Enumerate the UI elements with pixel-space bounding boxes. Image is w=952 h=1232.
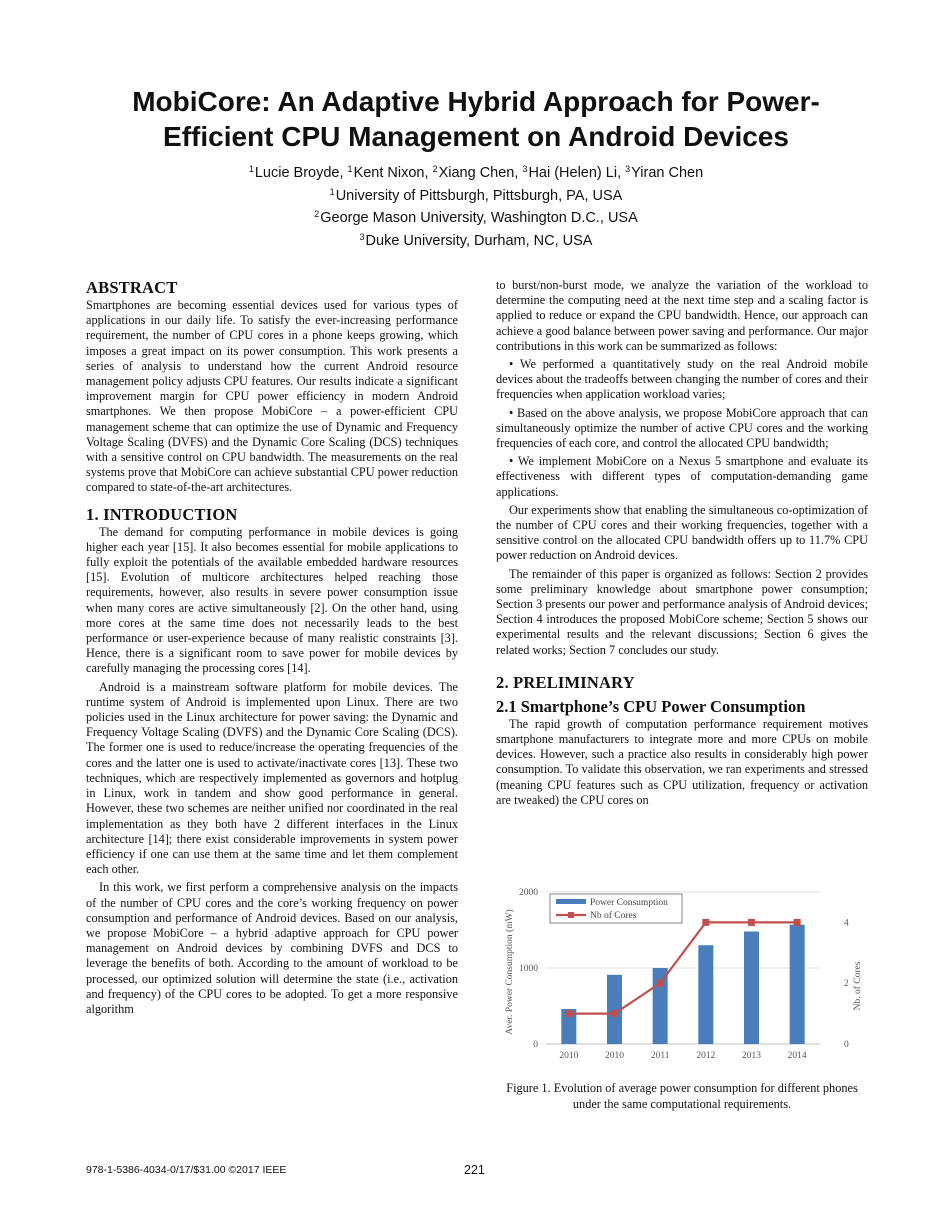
- left-column: [86, 278, 458, 1020]
- right-paragraph-4: Our experiments show that enabling the simultaneous co-optimization of the number of CPU cores and their working frequencies, together with a sensitive control on the allocated CPU bandwidth offers up to 11.7% CPU power reduction on Android devices.: [496, 502, 868, 563]
- preliminary-heading: 2. PRELIMINARY: [496, 672, 635, 692]
- legend-bar-swatch: [556, 899, 586, 904]
- point-cores: [702, 919, 709, 926]
- intro-paragraph-2: Android is a mainstream software platform for mobile devices. The runtime system of Android is implemented upon Linux. There are two policies used in the Linux architecture for power saving: the Dynamic and Frequency Voltage Scaling (DVFS) and the Dynamic Core Scaling (DCS). The former one is used to reduce/increase the operating frequencies of the cores and the latter one is used to activate/inactivate cores [13]. These two techniques, which are respectively implemented as governors and hotplug in Linux, work in tandem and show good performance in general. However, these two schemes are neither unified nor coordinated in the real implementation as they both have 2 different interfaces in the Linux architecture [14]; there exist considerable improvements in system power efficiency if one can use them at the same time and let them complement each other.: [86, 679, 458, 877]
- subsection-heading: 2.1 Smartphone’s CPU Power Consumption: [496, 696, 806, 716]
- y2-tick-label: 2: [844, 979, 849, 990]
- abstract-heading: ABSTRACT: [86, 278, 178, 297]
- y2-tick-label: 4: [844, 918, 849, 929]
- y-tick-label: 1000: [519, 964, 538, 974]
- bar-power: [653, 968, 668, 1044]
- contribution-bullet-2: • Based on the above analysis, we propose MobiCore approach that can simultaneously optimize the number of active CPU cores and the working frequencies of each core, and control the allocated CPU bandwidth;: [496, 405, 868, 451]
- author-name: Xiang Chen,: [438, 165, 519, 181]
- affiliation: [60, 203, 892, 226]
- point-cores: [657, 980, 664, 987]
- affiliation-sup: 1: [329, 186, 335, 197]
- figure-1-chart: [500, 884, 868, 1062]
- figure-caption: Figure 1. Evolution of average power consumption for different phones under the same computational requirements.: [506, 1081, 858, 1111]
- affiliation-text: George Mason University, Washington D.C., USA: [320, 210, 638, 227]
- paper-title: [60, 84, 892, 154]
- title-line-2: Efficient CPU Management on Android Devices: [163, 121, 789, 152]
- x-tick-label: 2014: [787, 1051, 807, 1061]
- intro-paragraph-3: In this work, we first perform a comprehensive analysis on the impacts of the number of CPU cores and the core’s working frequency on power consumption and performance of Android devices. Based on our analysis, we propose MobiCore – a hybrid adaptive approach for CPU power management on Android devices by combining DVFS and DCS to leverage the benefits of both. According to the amount of workload to be processed, our optimized solution will determine the state (i.e., activation and frequency) of the CPU cores to be adopted. To get a more responsive algorithm: [86, 880, 458, 1016]
- author-sup: 3: [522, 164, 528, 174]
- page-number: 221: [464, 1163, 485, 1177]
- point-cores: [794, 919, 801, 926]
- right-column: [496, 278, 868, 811]
- x-tick-label: 2010: [605, 1051, 624, 1061]
- affiliation: [60, 226, 892, 249]
- legend-marker: [568, 912, 574, 918]
- chart-legend: [550, 894, 682, 923]
- author-name: Yiran Chen: [631, 165, 704, 181]
- right-paragraph-5: The remainder of this paper is organized as follows: Section 2 provides some preliminary knowledge about smartphone power consumption; Section 3 presents our power and performance analysis of Android devices; Section 4 introduces the proposed MobiCore scheme; Section 5 shows our experimental results and the relevant discussions; Section 6 gives the related works; Section 7 concludes our study.: [496, 566, 868, 657]
- x-tick-label: 2010: [559, 1051, 579, 1061]
- author-sup: 2: [432, 164, 438, 174]
- y-axis-label: Aver. Power Consumption (mW): [505, 909, 515, 1035]
- author-name: Lucie Broyde,: [254, 165, 344, 181]
- chart-bars: [561, 925, 804, 1044]
- author-sup: 1: [347, 164, 353, 174]
- bar-power: [744, 932, 759, 1044]
- author-name: Kent Nixon,: [353, 165, 429, 181]
- affiliation-sup: 2: [314, 209, 320, 220]
- bar-power: [790, 925, 805, 1044]
- point-cores: [611, 1010, 618, 1017]
- author-sup: 3: [625, 164, 631, 174]
- chart-svg: [500, 884, 868, 1062]
- y2-axis-label: Nb. of Cores: [853, 961, 863, 1011]
- point-cores: [748, 919, 755, 926]
- footer-copyright: 978-1-5386-4034-0/17/$31.00 ©2017 IEEE: [86, 1164, 287, 1176]
- y2-tick-label: 0: [844, 1040, 849, 1050]
- contribution-bullet-1: • We performed a quantitatively study on the real Android mobile devices about the tradeoffs between changing the number of cores and their frequencies when application workload varies;: [496, 357, 868, 402]
- x-tick-label: 2011: [650, 1051, 670, 1061]
- contribution-bullet-3: • We implement MobiCore on a Nexus 5 smartphone and evaluate its effectiveness with different types of computation-demanding game applications.: [496, 454, 868, 499]
- intro-paragraph-1: The demand for computing performance in mobile devices is going higher each year [15]. It also becomes essential for mobile applications to fully exploit the potentials of the available embedded hardware resources [15]. Evolution of multicore architectures helped reaching those requirements, however, also results in severe power consumption issue when many cores are active simultaneously [2]. On the other hand, using more cores at the same time does not necessarily leads to the best performance or user-experience because of many realistic constraints [3]. Hence, there is a significant room to save power for mobile devices by carefully managing the processing cores [14].: [86, 524, 458, 676]
- right-paragraph-6: The rapid growth of computation performance requirement motives smartphone manufacturers to integrate more and more CPUs on mobile devices. However, such a practice also results in considerably high power consumption. To validate this observation, we ran experiments and stressed (meaning CPU features such as CPU utilization, frequency or activation are tweaked) the CPU cores on: [496, 716, 868, 807]
- author-sup: 1: [248, 164, 254, 174]
- point-cores: [565, 1010, 572, 1017]
- author-name: Hai (Helen) Li,: [528, 165, 622, 181]
- y-tick-label: 0: [533, 1040, 538, 1050]
- abstract-text: Smartphones are becoming essential devices used for various types of applications in our daily life. To satisfy the ever-increasing performance requirement, the number of CPU cores in a phone keeps growing, which imposes a great impact on its power consumption. This work presents a series of analysis to understand how the current Android resource management policy adjusts CPU features. Our results indicate a significant improvement margin for CPU power efficiency in modern Android smartphones. We then propose MobiCore – a power-efficient CPU management scheme that can optimize the use of Dynamic and Frequency Voltage Scaling (DVFS) and the Dynamic Core Scaling (DCS) techniques with a sensitive control on CPU bandwidth. The measurements on the real systems prove that MobiCore can achieve substantial CPU power reduction compared to state-of-the-art architectures.: [86, 298, 458, 495]
- x-tick-label: 2012: [696, 1051, 716, 1061]
- intro-heading: 1. INTRODUCTION: [86, 504, 238, 524]
- legend-power: Power Consumption: [590, 898, 668, 908]
- affiliation-text: Duke University, Durham, NC, USA: [365, 232, 593, 249]
- affiliation: [60, 181, 892, 204]
- right-paragraph-0: to burst/non-burst mode, we analyze the variation of the workload to determine the computing need at the next time step and a scaling factor is applied to reduce or expand the CPU bandwidth. Hence, our approach can achieve a good balance between power saving and performance. Our major contributions in this work can be summarized as follows:: [496, 278, 868, 353]
- bar-power: [698, 945, 713, 1044]
- legend-cores: Nb of Cores: [590, 911, 637, 921]
- title-line-1: MobiCore: An Adaptive Hybrid Approach for Power-: [132, 86, 820, 117]
- affiliation-sup: 3: [359, 231, 365, 242]
- author-block: [60, 158, 892, 248]
- affiliation-text: University of Pittsburgh, Pittsburgh, PA, USA: [335, 187, 623, 204]
- author-list: [60, 158, 892, 181]
- y-tick-label: 2000: [519, 888, 538, 898]
- x-tick-label: 2013: [742, 1051, 761, 1061]
